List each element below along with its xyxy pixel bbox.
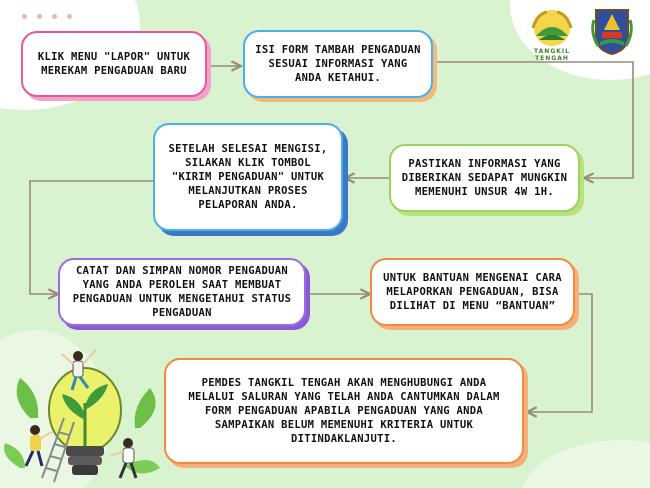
step-6-text: UNTUK BANTUAN MENGENAI CARA MELAPORKAN PENGADUAN, BISA DILIHAT DI MENU “BANTUAN”	[383, 272, 562, 312]
step-3-box	[389, 144, 580, 212]
step-2-box	[243, 30, 433, 98]
regency-emblem-icon	[590, 6, 634, 56]
step-4-box	[153, 123, 343, 231]
village-logo-text: TANGKIL TENGAH	[534, 48, 570, 62]
step-1-box	[21, 31, 207, 97]
lightbulb-plant-icon	[0, 348, 170, 488]
step-1-text: KLIK MENU "LAPOR" UNTUK MEREKAM PENGADUAN BARU	[37, 51, 191, 77]
person-icon	[110, 438, 136, 478]
step-6-box	[370, 258, 575, 326]
step-7-text: PEMDES TANGKIL TENGAH AKAN MENGHUBUNGI ANDA MELALUI SALURAN YANG TELAH ANDA CANTUMKAN DALAM FORM PENGADUAN APABILA PENGADUAN YANG ANDA SAMPAIKAN BELUM MEMENUHI KRITERIA UNTUK DITINDAKLANJUTI.	[188, 377, 500, 445]
step-2-text: ISI FORM TAMBAH PENGADUAN SESUAI INFORMASI YANG ANDA KETAHUI.	[255, 44, 421, 84]
step-5-text: CATAT DAN SIMPAN NOMOR PENGADUAN YANG ANDA PEROLEH SAAT MEMBUAT PENGADUAN UNTUK MENGETAHUI STATUS PENGADUAN	[72, 265, 292, 319]
village-emblem-icon	[527, 6, 577, 62]
step-5-box	[58, 258, 306, 326]
step-7-box	[164, 358, 524, 464]
step-3-text: PASTIKAN INFORMASI YANG DIBERIKAN SEDAPAT MUNGKIN MEMENUHI UNSUR 4W 1H.	[401, 158, 568, 198]
step-4-text: SETELAH SELESAI MENGISI, SILAKAN KLIK TOMBOL "KIRIM PENGADUAN" UNTUK MELANJUTKAN PROSES PELAPORAN ANDA.	[168, 143, 328, 211]
